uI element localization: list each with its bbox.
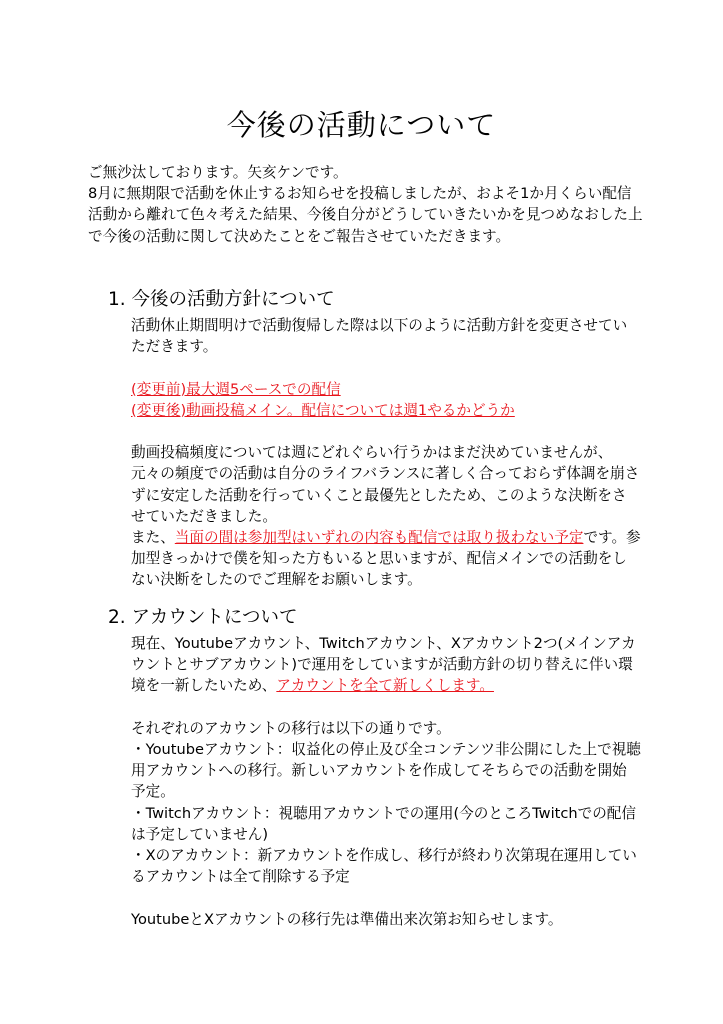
document-title: 今後の活動について [226,108,497,143]
policy-after [131,400,641,421]
section-1-body [131,315,641,591]
section-2-para-1-highlight: アカウントを全て新しくします。 [276,677,494,695]
section-2-body [131,633,641,930]
intro-paragraph: 8月に無期限で活動を休止するお知らせを投稿しましたが、およそ1か月くらい配信活動から離れて色々考えた結果、今後自分がどうしていきたいかを見つめなおした上で今後の活動に関して決めたことをご報告させていただきます。 [88,185,643,245]
section-2-para-1 [131,633,641,697]
section-1-number: 1. [108,289,126,310]
section-1-heading [108,287,335,313]
intro-greeting: ご無沙汰しております。矢亥ケンです。 [88,164,348,181]
migration-item-twitch: ・Twitchアカウント：視聴用アカウントでの運用(今のところTwitchでの配信は予定していません) [131,804,636,843]
section-1-title: 今後の活動方針について [131,289,335,310]
section-2-heading [108,605,298,631]
section-1-para-3 [131,527,641,591]
section-1-para-1: 活動休止期間明けで活動復帰した際は以下のように活動方針を変更させていただきます。 [131,317,628,356]
migration-item-x: ・Xのアカウント：新アカウントを作成し、移行が終わり次第現在運用しているアカウントは全て削除する予定 [131,847,637,886]
section-1-para-3-highlight: 当面の間は参加型はいずれの内容も配信では取り扱わない予定 [174,529,584,546]
policy-before [131,379,641,400]
intro-block [88,162,644,247]
section-1-para-3-suffix: です。参加型きっかけで僕を知った方もいると思いますが、配信メインでの活動をしない決断をしたのでご理解をお願いします。 [131,529,641,589]
section-2-number: 2. [108,607,126,628]
policy-after-text: (変更後)動画投稿メイン。配信については週1やるかどうか [131,401,515,419]
section-1-para-3-prefix: また、 [131,529,175,546]
migration-intro: それぞれのアカウントの移行は以下の通りです。 [131,719,451,737]
migration-item-youtube: ・Youtubeアカウント：収益化の停止及び全コンテンツ非公開にした上で視聴用アカウントへの移行。新しいアカウントを作成してそちらでの活動を開始予定。 [131,741,641,801]
policy-before-text: (変更前)最大週5ペースでの配信 [131,380,341,398]
section-1-para-2: 動画投稿頻度については週にどれぐらい行うかはまだ決めていませんが、元々の頻度での活動は自分のライフバランスに著しく合っておらず体調を崩さずに安定した活動を行っていくこと最優先としたため、このような決断をさせていただきました。 [131,444,640,525]
section-2-closing: YoutubeとXアカウントの移行先は準備出来次第お知らせします。 [131,910,563,928]
section-2-para-1-prefix: 現在、Youtubeアカウント、Twitchアカウント、Xアカウント2つ(メインアカウントとサブアカウント)で運用をしていますが活動方針の切り替えに伴い環境を一新したいため、 [131,635,636,695]
section-2-title: アカウントについて [131,607,298,628]
